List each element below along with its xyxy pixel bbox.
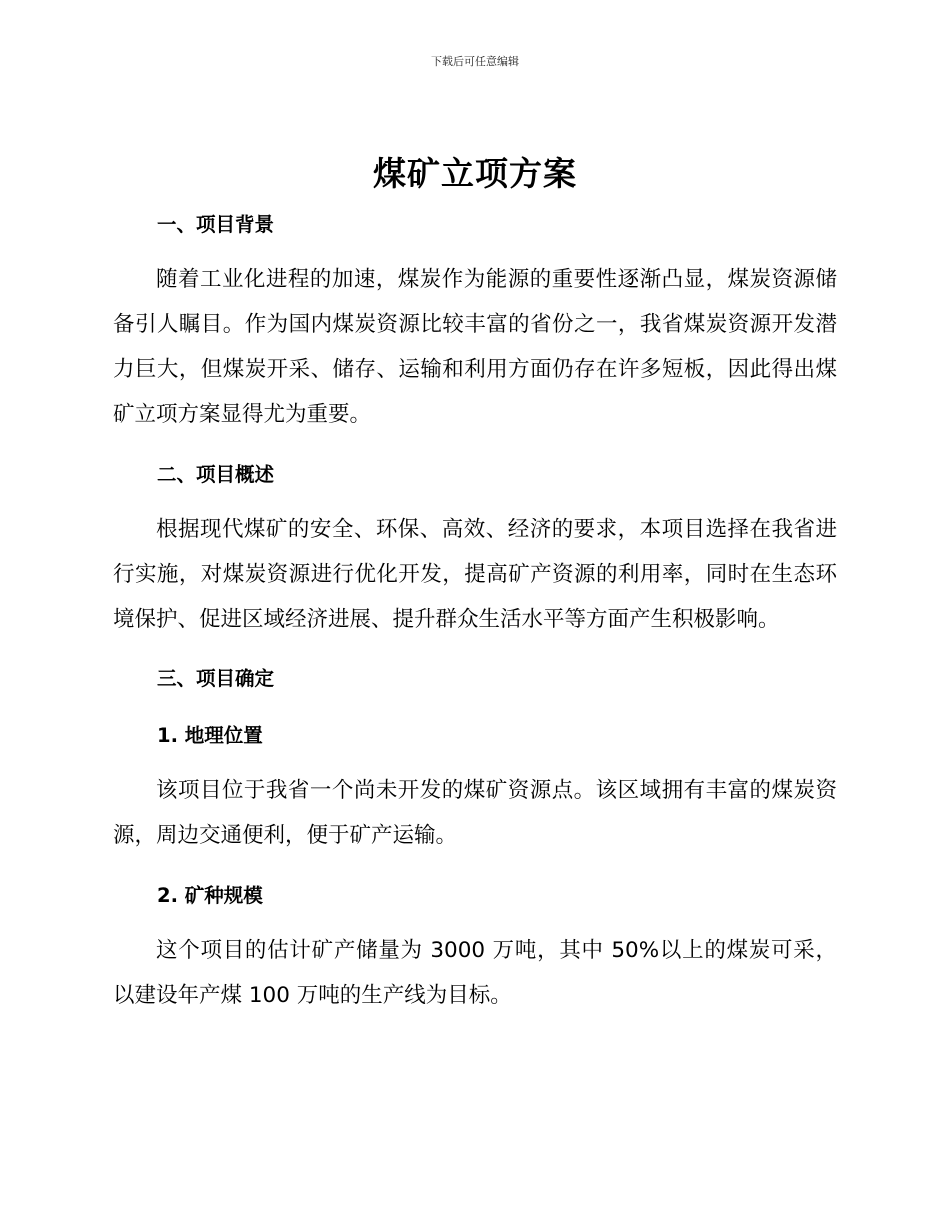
section-heading-determination: 三、项目确定 [157,667,275,690]
subsection-heading-location: 1. 地理位置 [157,724,263,747]
paragraph-location: 该项目位于我省一个尚未开发的煤矿资源点。该区域拥有丰富的煤炭资源，周边交通便利，便于矿产运输。 [113,778,837,848]
paragraph-scale: 这个项目的估计矿产储量为 3000 万吨，其中 50%以上的煤炭可采，以建设年产煤 100 万吨的生产线为目标。 [113,938,837,1008]
subsection-heading-scale: 2. 矿种规模 [157,884,263,907]
section-heading-background: 一、项目背景 [157,213,275,236]
document-title: 煤矿立项方案 [373,154,577,193]
paragraph-background: 随着工业化进程的加速，煤炭作为能源的重要性逐渐凸显，煤炭资源储备引人瞩目。作为国内煤炭资源比较丰富的省份之一，我省煤炭资源开发潜力巨大，但煤炭开采、储存、运输和利用方面仍存在许多短板，因此得出煤矿立项方案显得尤为重要。 [113,267,837,427]
paragraph-overview: 根据现代煤矿的安全、环保、高效、经济的要求，本项目选择在我省进行实施，对煤炭资源进行优化开发，提高矿产资源的利用率，同时在生态环境保护、促进区域经济进展、提升群众生活水平等方面产生积极影响。 [113,517,837,632]
section-heading-overview: 二、项目概述 [157,463,275,486]
page-header-note: 下载后可任意编辑 [431,55,519,68]
